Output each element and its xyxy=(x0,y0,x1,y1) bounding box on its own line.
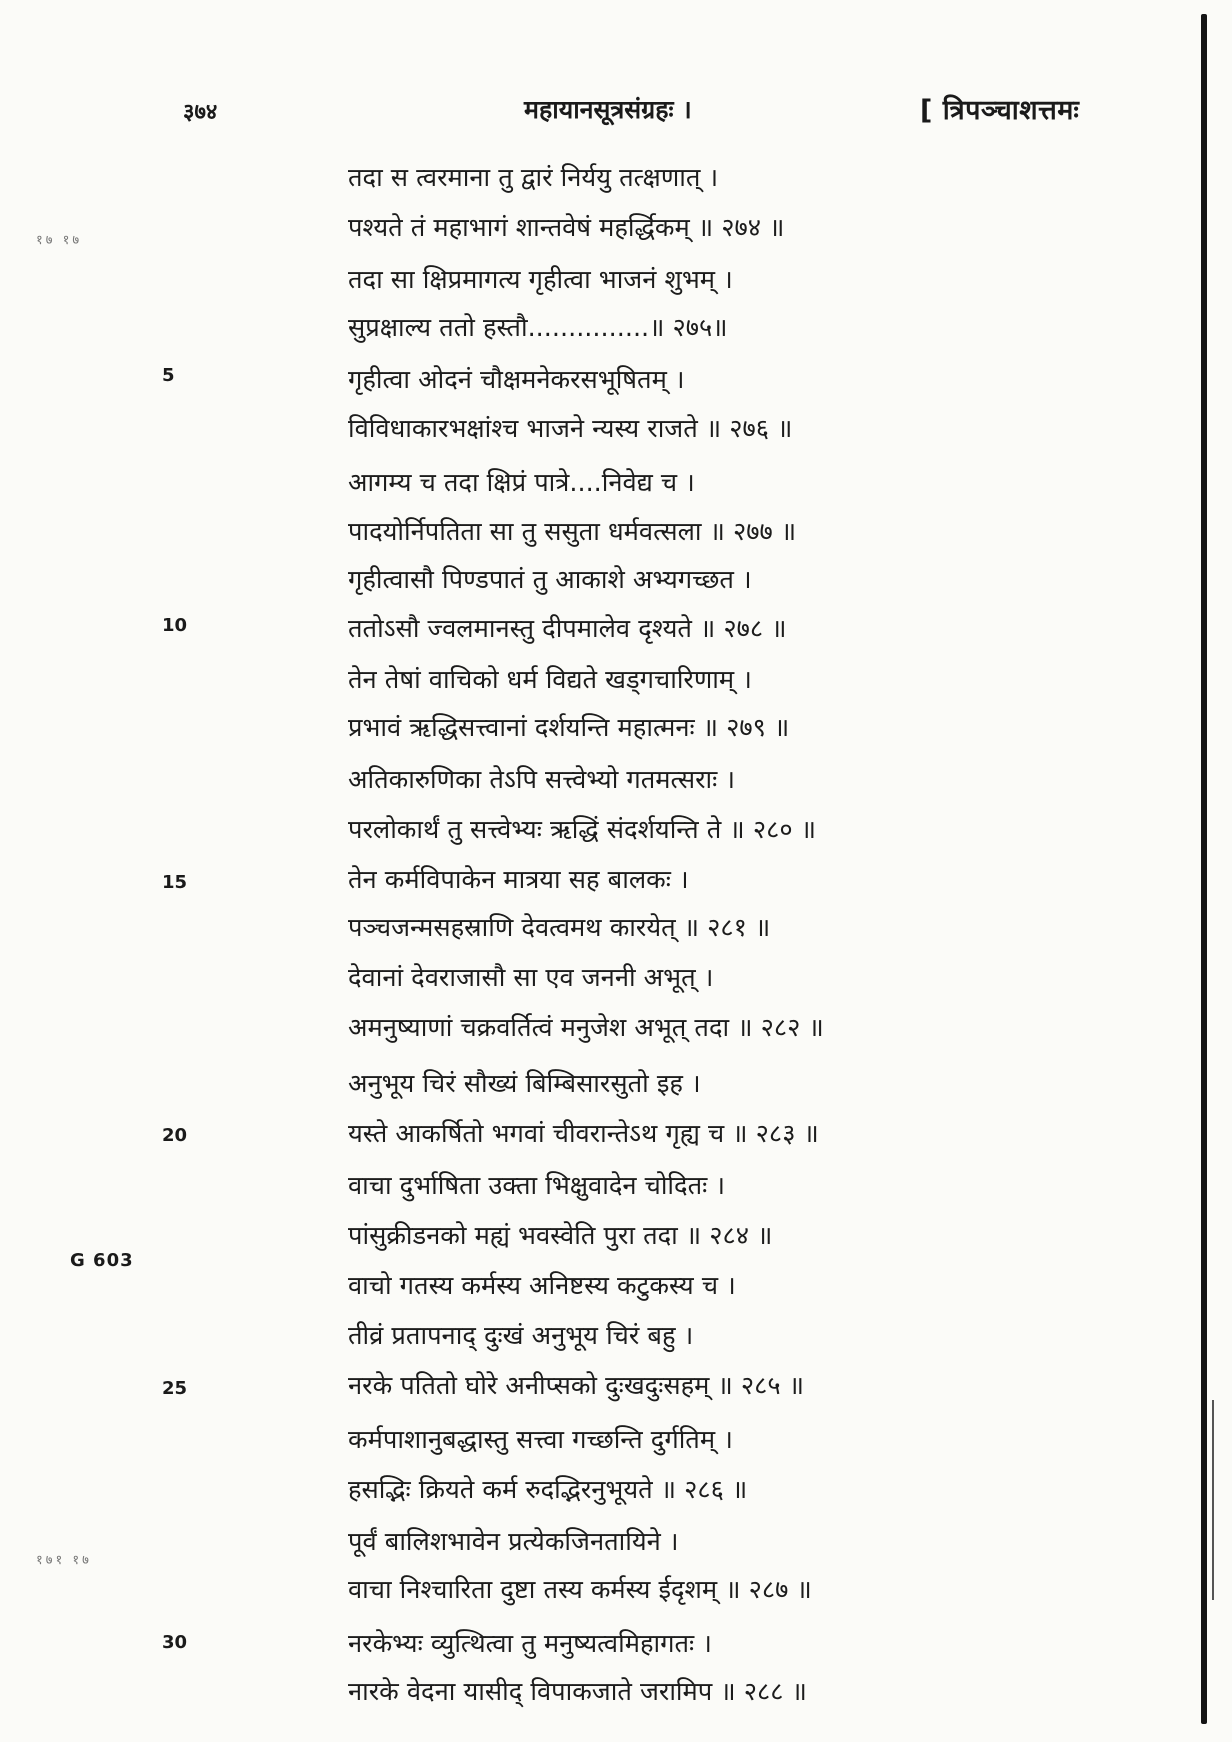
verse-line: वाचा दुर्भाषिता उक्ता भिक्षुवादेन चोदितः । xyxy=(348,1171,726,1201)
verse-line: कर्मपाशानुबद्धास्तु सत्त्वा गच्छन्ति दुर्गतिम् । xyxy=(348,1425,733,1455)
verse-line: पांसुक्रीडनको मह्यं भवस्वेति पुरा तदा ॥ २८४ ॥ xyxy=(348,1221,773,1251)
line-number: 10 xyxy=(162,615,188,636)
verse-line: नरकेभ्यः व्युत्थित्वा तु मनुष्यत्वमिहागतः । xyxy=(348,1629,712,1659)
binding-edge-shadow xyxy=(1212,1400,1214,1600)
margin-speck: १७ १७ xyxy=(36,233,83,248)
line-number: 5 xyxy=(162,365,175,386)
verse-line: अनुभूय चिरं सौख्यं बिम्बिसारसुतो इह । xyxy=(348,1069,701,1099)
verse-line: पश्यते तं महाभागं शान्तवेषं महर्द्धिकम् ॥ २७४ ॥ xyxy=(348,213,785,243)
verse-line: हसद्भिः क्रियते कर्म रुदद्भिरनुभूयते ॥ २८६ ॥ xyxy=(348,1475,748,1505)
binding-edge-line xyxy=(1201,14,1207,1724)
verse-line: सुप्रक्षाल्य ततो हस्तौ...............॥ २७५॥ xyxy=(348,313,728,343)
page-number: ३७४ xyxy=(183,100,218,125)
verse-line: वाचा निश्चारिता दुष्टा तस्य कर्मस्य ईदृशम् ॥ २८७ ॥ xyxy=(348,1575,812,1605)
verse-line: अमनुष्याणां चक्रवर्तित्वं मनुजेश अभूत् तदा ॥ २८२ ॥ xyxy=(348,1013,824,1043)
verse-line: तदा सा क्षिप्रमागत्य गृहीत्वा भाजनं शुभम् । xyxy=(348,265,733,295)
verse-line: यस्ते आकर्षितो भगवां चीवरान्तेऽथ गृह्य च ॥ २८३ ॥ xyxy=(348,1119,819,1149)
manuscript-reference: G 603 xyxy=(70,1250,134,1271)
running-title: महायानसूत्रसंग्रहः । xyxy=(524,95,692,124)
verse-line: देवानां देवराजासौ सा एव जननी अभूत् । xyxy=(348,963,714,993)
line-number: 15 xyxy=(162,872,188,893)
verse-line: विविधाकारभक्षांश्च भाजने न्यस्य राजते ॥ २७६ ॥ xyxy=(348,414,793,444)
verse-line: अतिकारुणिका तेऽपि सत्त्वेभ्यो गतमत्सराः । xyxy=(348,765,736,795)
verse-line: गृहीत्वा ओदनं चौक्षमनेकरसभूषितम् । xyxy=(348,365,685,395)
margin-speck: १७१ १७ xyxy=(36,1553,92,1568)
verse-line: पादयोर्निपतिता सा तु ससुता धर्मवत्सला ॥ २७७ ॥ xyxy=(348,517,797,547)
line-number: 20 xyxy=(162,1125,188,1146)
verse-line: गृहीत्वासौ पिण्डपातं तु आकाशे अभ्यगच्छत । xyxy=(348,565,752,595)
verse-line: नरके पतितो घोरे अनीप्सको दुःखदुःसहम् ॥ २८५ ॥ xyxy=(348,1371,805,1401)
verse-line: वाचो गतस्य कर्मस्य अनिष्टस्य कटुकस्य च । xyxy=(348,1271,736,1301)
verse-line: तेन तेषां वाचिको धर्म विद्यते खड्गचारिणाम् । xyxy=(348,665,752,695)
line-number: 25 xyxy=(162,1378,188,1399)
verse-line: पञ्चजन्मसहस्राणि देवत्वमथ कारयेत् ॥ २८१ ॥ xyxy=(348,913,771,943)
verse-line: तदा स त्वरमाना तु द्वारं निर्ययु तत्क्षणात् । xyxy=(348,163,719,193)
verse-line: नारके वेदना यासीद् विपाकजाते जरामिप ॥ २८८ ॥ xyxy=(348,1677,807,1707)
verse-line: प्रभावं ऋद्धिसत्त्वानां दर्शयन्ति महात्मनः ॥ २७९ ॥ xyxy=(348,713,790,743)
verse-line: तेन कर्मविपाकेन मात्रया सह बालकः । xyxy=(348,865,689,895)
page-header xyxy=(0,92,1180,132)
verse-line: पूर्वं बालिशभावेन प्रत्येकजिनतायिने । xyxy=(348,1527,679,1557)
line-number: 30 xyxy=(162,1632,188,1653)
verse-line: आगम्य च तदा क्षिप्रं पात्रे....निवेद्य च । xyxy=(348,468,695,498)
verse-line: परलोकार्थं तु सत्त्वेभ्यः ऋद्धिं संदर्शयन्ति ते ॥ २८० ॥ xyxy=(348,815,816,845)
verse-line: ततोऽसौ ज्वलमानस्तु दीपमालेव दृश्यते ॥ २७८ ॥ xyxy=(348,614,787,644)
verse-line: तीव्रं प्रतापनाद् दुःखं अनुभूय चिरं बहु । xyxy=(348,1321,694,1351)
section-title: [ त्रिपञ्चाशत्तमः xyxy=(920,95,1080,126)
